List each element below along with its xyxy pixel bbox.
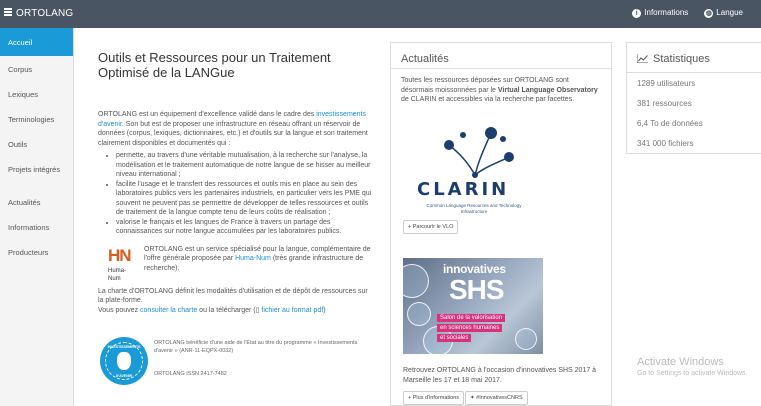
charte-suffix: ) xyxy=(323,306,326,314)
intro-text-end: . Son but est de proposer une infrastructure en réseau offrant un réservoir de données (corpus, lexiques, dictionnaires, etc.) et d'outils sur la langue et son traitement clairement disponibles et documentés qui : xyxy=(98,120,368,147)
line-chart-icon xyxy=(637,54,648,63)
news-caption: Retrouvez ORTOLANG à l'occasion d'innovatives SHS 2017 à Marseille les 17 et 18 mai 2017. xyxy=(403,367,597,384)
stat-files: 341 000 fichiers xyxy=(637,139,694,148)
charte-prefix: Vous pouvez xyxy=(98,306,141,314)
marianne-icon xyxy=(117,352,131,370)
shs-title: SHS xyxy=(449,274,504,305)
humanum-logo-caption: Huma-Num xyxy=(108,267,127,282)
news-text xyxy=(391,69,599,105)
shs-subtitle: et sociales xyxy=(437,334,471,342)
file-icon: ▯ xyxy=(255,306,262,314)
windows-activation-watermark xyxy=(637,356,761,377)
menu-icon[interactable] xyxy=(4,8,12,17)
humanum-logo[interactable] xyxy=(108,245,138,282)
stat-data-size: 6,4 To de données xyxy=(637,119,703,128)
humanum-text: ORTOLANG est un service spécialisé pour la langue, complémentaire de l'offre générale proposée par xyxy=(144,245,371,262)
clarin-logo xyxy=(405,123,525,213)
news-text-bold: Virtual Language Observatory xyxy=(497,86,598,94)
clarin-subtitle: Common Language Resources and Technology Infrastructure xyxy=(426,203,522,214)
list-item: • facilite l'usage et le transfert des ressources et outils mis en place au sein des laboratoires publics vers les partenaires industriels, en particulier vers les PME qui souvent ne peuvent pas se permettre de développer de telles ressources et outils de traitement de la langue compte tenu de leurs coûts de réalisation ; xyxy=(116,180,374,218)
top-navbar xyxy=(0,0,761,28)
stat-resources: 381 ressources xyxy=(637,99,692,108)
watermark-title: Activate Windows xyxy=(637,356,724,368)
bubble-decoration xyxy=(407,302,431,326)
informations-label: Informations xyxy=(644,8,689,17)
bubble-decoration xyxy=(403,264,429,298)
list-item: • permette, au travers d'une véritable mutualisation, à la recherche sur l'analyse, la modélisation et le traitement automatique de notre langue de se hisser au meilleur niveau international ; xyxy=(116,151,374,180)
info-icon: i xyxy=(632,9,641,18)
charte-paragraph xyxy=(98,287,374,316)
news-text-start: Toutes les ressources déposées sur ORTOLANG sont désormais moissonnées par le xyxy=(401,77,569,94)
funding-block xyxy=(98,337,374,387)
plus-icon: + xyxy=(408,395,413,401)
list-item: • valorise le français et les langues de France à travers un partage des connaissances sur notre langue accumulées par les laboratoires publics. xyxy=(116,218,374,237)
hashtag-label: #InnovativesCNRS xyxy=(476,395,523,401)
browse-vlo-label: Parcourir le VLO xyxy=(412,224,454,230)
browse-vlo-button[interactable] xyxy=(403,220,458,234)
charte-links xyxy=(98,306,374,316)
sidebar-divider xyxy=(0,181,73,189)
sidebar-item-accueil[interactable]: Accueil xyxy=(0,28,73,56)
clarin-graphic xyxy=(405,123,525,179)
sidebar-item-outils[interactable]: Outils xyxy=(8,140,28,149)
humanum-link[interactable]: Huma-Num xyxy=(235,255,271,262)
language-menu[interactable] xyxy=(704,8,743,18)
intro-section xyxy=(98,50,374,387)
intro-paragraph xyxy=(98,110,374,148)
bubble-decoration xyxy=(515,328,537,350)
humanum-logo-mark: HN xyxy=(108,245,131,265)
stats-header xyxy=(627,43,761,73)
stats-list xyxy=(627,73,761,154)
investissements-avenir-seal xyxy=(100,337,148,385)
funding-text: ORTOLANG bénéficie d'une aide de l'État au titre du programme « Investissements d'avenir » (ANR-11-EQPX-0032) xyxy=(154,340,358,354)
news-title: Actualités xyxy=(391,43,611,69)
humanum-paragraph xyxy=(144,245,374,274)
sidebar-item-producteurs[interactable]: Producteurs xyxy=(8,248,49,257)
sidebar-item-actualites[interactable]: Actualités xyxy=(8,198,41,207)
shs-subtitle: en sciences humaines xyxy=(437,324,502,332)
stat-users: 1289 utilisateurs xyxy=(637,79,696,88)
globe-icon: ◍ xyxy=(705,10,712,17)
seal-top-text: INVESTISSEMENTS xyxy=(107,345,141,349)
issn-text: ORTOLANG ISSN 2417-7482 xyxy=(154,371,227,377)
sidebar xyxy=(0,28,74,406)
sidebar-item-projets-integres[interactable]: Projets intégrés xyxy=(8,165,61,174)
sidebar-item-lexiques[interactable]: Lexiques xyxy=(8,90,39,99)
investissements-link[interactable]: investissements d'avenir xyxy=(98,111,366,128)
more-info-button[interactable] xyxy=(403,391,464,405)
main-content xyxy=(74,28,761,406)
charte-mid: ou la télécharger ( xyxy=(197,306,256,314)
goals-list xyxy=(108,151,374,237)
seal-bottom-text: D'AVENIR xyxy=(115,374,133,378)
informations-menu[interactable] xyxy=(632,8,688,18)
brand-label: ORTOLANG xyxy=(16,8,74,19)
innovatives-title: innovatives xyxy=(443,262,506,276)
humanum-block xyxy=(98,245,374,282)
innovatives-shs-banner[interactable] xyxy=(403,258,543,354)
consult-charte-link[interactable]: consulter la charte xyxy=(140,306,198,314)
download-pdf-link[interactable]: fichier au format pdf xyxy=(261,306,324,314)
brand[interactable] xyxy=(4,8,73,19)
language-label: Langue xyxy=(716,8,743,17)
stats-title: Statistiques xyxy=(653,53,710,65)
intro-text: ORTOLANG est un équipement d'excellence validé dans le cadre des xyxy=(98,111,317,118)
plus-icon: + xyxy=(408,224,413,230)
sidebar-item-informations[interactable]: Informations xyxy=(8,223,50,232)
news-panel xyxy=(390,42,612,406)
more-info-label: Plus d'informations xyxy=(412,395,460,401)
humanum-text-end: (très grande infrastructure de recherche). xyxy=(144,255,364,272)
clarin-wordmark: CLARIN xyxy=(417,179,510,200)
watermark-subtitle: Go to Settings to activate Windows. xyxy=(637,370,748,377)
shs-subtitle: Salon de la valorisation xyxy=(437,314,505,322)
charte-text: La charte d'ORTOLANG définit les modalités d'utilisation et de dépôt de ressources sur la plate-forme. xyxy=(98,287,368,304)
sidebar-item-corpus[interactable]: Corpus xyxy=(8,65,33,74)
top-menu xyxy=(632,8,743,18)
news-text-end: de CLARIN et accessibles via la recherche par facettes. xyxy=(401,96,575,103)
twitter-icon: ✦ xyxy=(470,395,477,401)
sidebar-item-terminologies[interactable]: Terminologies xyxy=(8,115,55,124)
page-title: Outils et Ressources pour un Traitement Optimisé de la LANGue xyxy=(98,50,331,80)
stats-panel xyxy=(626,42,761,154)
hashtag-button[interactable] xyxy=(465,391,528,405)
